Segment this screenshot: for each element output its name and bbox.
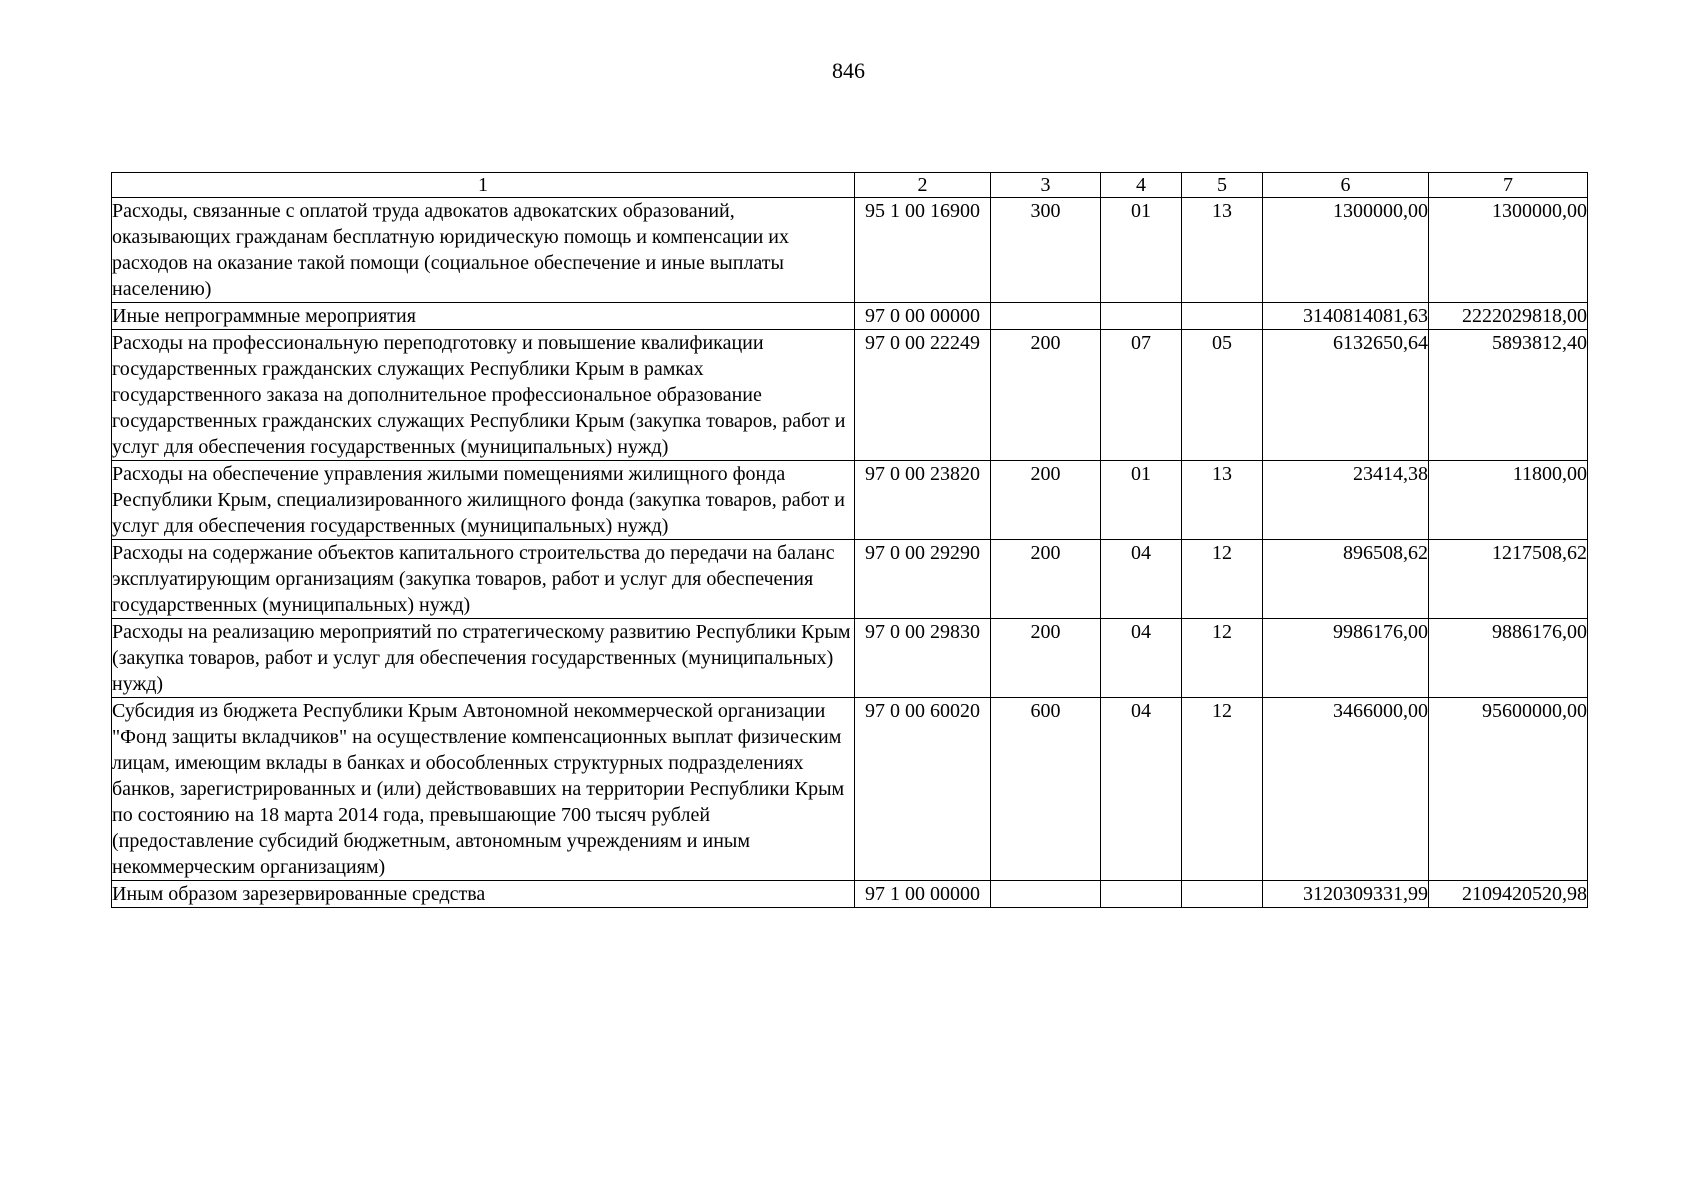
column-number: 3 <box>991 173 1101 198</box>
amount-col-6: 9986176,00 <box>1263 619 1429 698</box>
target-article-code: 97 0 00 29830 <box>855 619 991 698</box>
expense-name: Расходы на обеспечение управления жилыми помещениями жилищного фонда Республики Крым, специализированного жилищного фонда (закупка товаров, работ и услуг для обеспечения государственных (муниципальных) нужд) <box>112 461 855 540</box>
section-code: 01 <box>1101 198 1182 303</box>
amount-col-6: 6132650,64 <box>1263 330 1429 461</box>
section-code: 07 <box>1101 330 1182 461</box>
amount-col-6: 3140814081,63 <box>1263 303 1429 330</box>
expense-type-code: 200 <box>991 540 1101 619</box>
section-code: 04 <box>1101 540 1182 619</box>
target-article-code: 95 1 00 16900 <box>855 198 991 303</box>
column-number: 7 <box>1429 173 1588 198</box>
expense-type-code <box>991 881 1101 908</box>
budget-table <box>111 172 1588 908</box>
column-number: 5 <box>1182 173 1263 198</box>
amount-col-6: 896508,62 <box>1263 540 1429 619</box>
table-row <box>112 698 1588 881</box>
column-number: 6 <box>1263 173 1429 198</box>
amount-col-7: 5893812,40 <box>1429 330 1588 461</box>
column-number: 4 <box>1101 173 1182 198</box>
subsection-code <box>1182 881 1263 908</box>
expense-type-code <box>991 303 1101 330</box>
table-row <box>112 198 1588 303</box>
amount-col-6: 1300000,00 <box>1263 198 1429 303</box>
section-code <box>1101 303 1182 330</box>
table-row <box>112 619 1588 698</box>
amount-col-7: 9886176,00 <box>1429 619 1588 698</box>
section-code: 01 <box>1101 461 1182 540</box>
section-code: 04 <box>1101 698 1182 881</box>
expense-name: Расходы, связанные с оплатой труда адвокатов адвокатских образований, оказывающих гражданам бесплатную юридическую помощь и компенсации их расходов на оказание такой помощи (социальное обеспечение и иные выплаты населению) <box>112 198 855 303</box>
expense-name: Субсидия из бюджета Республики Крым Автономной некоммерческой организации "Фонд защиты вкладчиков" на осуществление компенсационных выплат физическим лицам, имеющим вклады в банках и обособленных структурных подразделениях банков, зарегистрированных и (или) действовавших на территории Республики Крым по состоянию на 18 марта 2014 года, превышающие 700 тысяч рублей (предоставление субсидий бюджетным, автономным учреждениям и иным некоммерческим организациям) <box>112 698 855 881</box>
column-number: 2 <box>855 173 991 198</box>
table-row <box>112 540 1588 619</box>
amount-col-7: 2109420520,98 <box>1429 881 1588 908</box>
amount-col-6: 3466000,00 <box>1263 698 1429 881</box>
table-row <box>112 461 1588 540</box>
amount-col-7: 95600000,00 <box>1429 698 1588 881</box>
amount-col-7: 1300000,00 <box>1429 198 1588 303</box>
amount-col-6: 23414,38 <box>1263 461 1429 540</box>
target-article-code: 97 0 00 29290 <box>855 540 991 619</box>
target-article-code: 97 0 00 22249 <box>855 330 991 461</box>
expense-type-code: 300 <box>991 198 1101 303</box>
subsection-code: 12 <box>1182 698 1263 881</box>
amount-col-7: 2222029818,00 <box>1429 303 1588 330</box>
table-row <box>112 330 1588 461</box>
expense-type-code: 200 <box>991 461 1101 540</box>
section-code: 04 <box>1101 619 1182 698</box>
amount-col-7: 11800,00 <box>1429 461 1588 540</box>
column-number-row <box>112 173 1588 198</box>
subsection-code: 12 <box>1182 619 1263 698</box>
column-number: 1 <box>112 173 855 198</box>
subsection-code: 13 <box>1182 461 1263 540</box>
expense-name: Иные непрограммные мероприятия <box>112 303 855 330</box>
amount-col-6: 3120309331,99 <box>1263 881 1429 908</box>
table-row <box>112 881 1588 908</box>
target-article-code: 97 0 00 60020 <box>855 698 991 881</box>
subsection-code: 12 <box>1182 540 1263 619</box>
expense-name: Иным образом зарезервированные средства <box>112 881 855 908</box>
target-article-code: 97 1 00 00000 <box>855 881 991 908</box>
expense-name: Расходы на реализацию мероприятий по стратегическому развитию Республики Крым (закупка товаров, работ и услуг для обеспечения государственных (муниципальных) нужд) <box>112 619 855 698</box>
expense-name: Расходы на содержание объектов капитального строительства до передачи на баланс эксплуатирующим организациям (закупка товаров, работ и услуг для обеспечения государственных (муниципальных) нужд) <box>112 540 855 619</box>
expense-name: Расходы на профессиональную переподготовку и повышение квалификации государственных гражданских служащих Республики Крым в рамках государственного заказа на дополнительное профессиональное образование государственных гражданских служащих Республики Крым (закупка товаров, работ и услуг для обеспечения государственных (муниципальных) нужд) <box>112 330 855 461</box>
page-number: 846 <box>832 58 865 83</box>
subsection-code <box>1182 303 1263 330</box>
expense-type-code: 600 <box>991 698 1101 881</box>
target-article-code: 97 0 00 23820 <box>855 461 991 540</box>
expense-type-code: 200 <box>991 330 1101 461</box>
section-code <box>1101 881 1182 908</box>
expense-type-code: 200 <box>991 619 1101 698</box>
table-row <box>112 303 1588 330</box>
target-article-code: 97 0 00 00000 <box>855 303 991 330</box>
subsection-code: 05 <box>1182 330 1263 461</box>
amount-col-7: 1217508,62 <box>1429 540 1588 619</box>
subsection-code: 13 <box>1182 198 1263 303</box>
